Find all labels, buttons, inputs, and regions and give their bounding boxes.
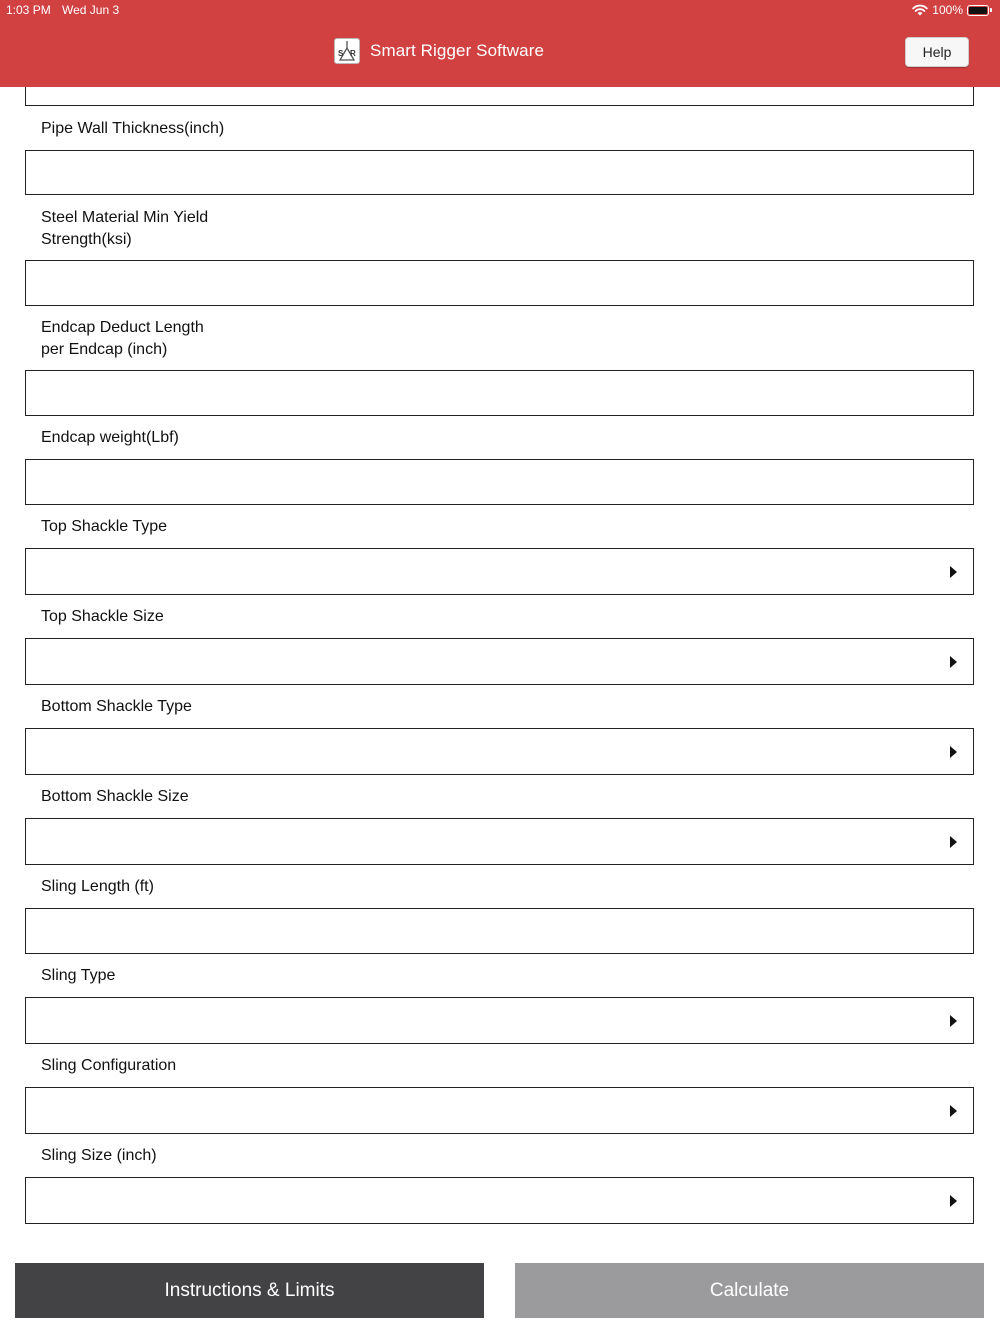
label-steel-yield-strength: Steel Material Min Yield Strength(ksi) (41, 209, 209, 248)
label-sling-size: Sling Size (inch) (41, 1147, 157, 1164)
previous-dropdown[interactable] (25, 87, 974, 106)
wifi-icon (912, 4, 928, 16)
label-endcap-weight: Endcap weight(Lbf) (41, 429, 179, 446)
form-scroll-area[interactable] (0, 87, 1000, 1237)
input-sling-length[interactable] (25, 908, 974, 954)
chevron-right-icon (950, 836, 957, 848)
sr-logo-icon (334, 38, 360, 64)
instructions-limits-button[interactable]: Instructions & Limits (15, 1263, 484, 1318)
label-sling-type: Sling Type (41, 967, 116, 984)
calculate-button[interactable]: Calculate (515, 1263, 984, 1318)
battery-percent: 100% (932, 3, 963, 17)
status-time: 1:03 PM (6, 3, 51, 17)
status-indicators (912, 2, 992, 18)
dropdown-sling-size[interactable] (25, 1177, 974, 1224)
dropdown-bottom-shackle-size[interactable] (25, 818, 974, 865)
battery-icon (967, 5, 992, 16)
help-button[interactable]: Help (905, 37, 969, 67)
label-bottom-shackle-size: Bottom Shackle Size (41, 788, 189, 805)
chevron-right-icon (950, 656, 957, 668)
label-sling-configuration: Sling Configuration (41, 1057, 177, 1074)
brand (334, 38, 544, 64)
label-top-shackle-type: Top Shackle Type (41, 518, 168, 535)
label-pipe-wall-thickness: Pipe Wall Thickness(inch) (41, 120, 225, 137)
label-bottom-shackle-type: Bottom Shackle Type (41, 698, 192, 715)
svg-text:R: R (350, 49, 356, 58)
input-steel-yield-strength[interactable] (25, 260, 974, 306)
dropdown-top-shackle-type[interactable] (25, 548, 974, 595)
status-date: Wed Jun 3 (62, 3, 120, 17)
chevron-right-icon (950, 746, 957, 758)
input-endcap-deduct-length[interactable] (25, 370, 974, 416)
app-title: Smart Rigger Software (370, 41, 545, 60)
chevron-right-icon (950, 1015, 957, 1027)
label-sling-length: Sling Length (ft) (41, 878, 154, 895)
chevron-right-icon (950, 566, 957, 578)
label-endcap-deduct-length: Endcap Deduct Length per Endcap (inch) (41, 319, 204, 358)
input-pipe-wall-thickness[interactable] (25, 150, 974, 195)
dropdown-sling-configuration[interactable] (25, 1087, 974, 1134)
input-endcap-weight[interactable] (25, 459, 974, 505)
dropdown-top-shackle-size[interactable] (25, 638, 974, 685)
chevron-right-icon (950, 1105, 957, 1117)
dropdown-bottom-shackle-type[interactable] (25, 728, 974, 775)
label-top-shackle-size: Top Shackle Size (41, 608, 164, 625)
dropdown-sling-type[interactable] (25, 997, 974, 1044)
chevron-right-icon (950, 1195, 957, 1207)
svg-text:S: S (338, 49, 344, 58)
app-header (0, 0, 1000, 87)
